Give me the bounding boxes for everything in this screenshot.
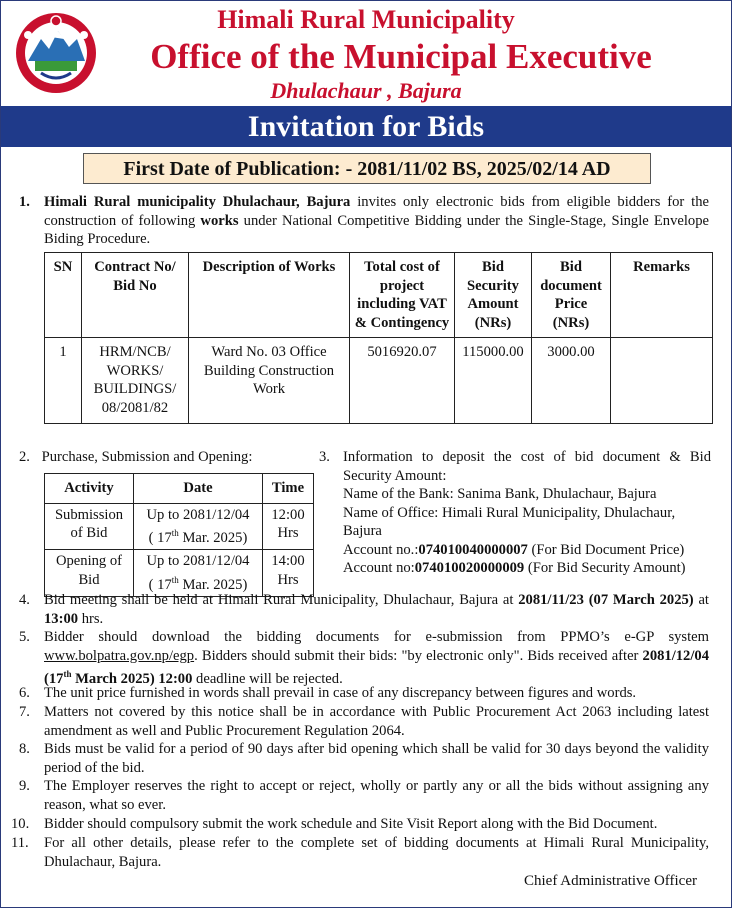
item-number: 2. <box>19 449 30 465</box>
date-text: Up to 2081/12/04 <box>146 506 250 523</box>
table-header-row <box>45 253 713 338</box>
text: Account no: <box>343 560 415 576</box>
table-cell: 1 <box>45 338 82 424</box>
list-item-11 <box>11 834 709 871</box>
text: Account no.: <box>343 541 419 558</box>
item-number: 10. <box>11 816 30 832</box>
text: Bidder should download the bidding documents for e-submission from PPMO’s e-GP system <box>44 629 709 645</box>
header <box>1 1 731 105</box>
item-text: The Employer reserves the right to accept or reject, wholly or partly any or all the bids without assigning any reason, what so ever. <box>44 778 709 813</box>
bolpatra-link[interactable]: www.bolpatra.gov.np/egp <box>44 647 195 664</box>
bank-info-heading: Information to deposit the cost of bid document & Bid Security Amount: <box>343 449 711 484</box>
list-item-1 <box>19 193 709 249</box>
text: (For Bid Security Amount) <box>524 560 686 576</box>
list-item-10 <box>11 815 709 834</box>
table-cell <box>611 338 713 424</box>
item-text: For all other details, please refer to the complete set of bidding documents at Himali Rural Municipality, Dhulachaur, Bajura. <box>44 835 709 870</box>
table-cell <box>134 550 263 597</box>
date-text: Up to 2081/12/04 <box>146 553 250 570</box>
text: hrs. <box>78 610 104 627</box>
item-number: 8. <box>19 741 30 757</box>
bold-text: 2081/12/04 (17 <box>44 647 709 687</box>
table-cell: 3000.00 <box>532 338 611 424</box>
item-number: 9. <box>19 778 30 794</box>
item-text: Purchase, Submission and Opening: <box>41 449 253 465</box>
column-header: Time <box>263 474 314 504</box>
table-cell: 5016920.07 <box>350 338 455 424</box>
list-item-8 <box>19 740 709 777</box>
page-title: Invitation for Bids <box>1 106 731 147</box>
item-number: 4. <box>19 592 30 608</box>
superscript: th <box>171 574 179 585</box>
text: Bid meeting shall be held at Himali Rural Municipality, Dhulachaur, Bajura at <box>44 592 519 608</box>
table-cell: HRM/NCB/ WORKS/ BUILDINGS/ 08/2081/82 <box>82 338 189 424</box>
table-cell <box>134 503 263 550</box>
column-header: Description of Works <box>189 253 350 338</box>
bids-table <box>44 252 713 424</box>
list-item-9 <box>19 777 709 814</box>
account-number: 074010020000009 <box>414 560 525 576</box>
column-header: Bid Security Amount (NRs) <box>455 253 532 338</box>
schedule-table <box>44 473 314 597</box>
item-number: 3. <box>319 449 330 465</box>
location: Dhulachaur , Bajura <box>270 78 462 103</box>
date-text: ( 17 <box>148 529 172 546</box>
date-text: Mar. 2025) <box>178 529 248 546</box>
table-cell: 12:00 Hrs <box>263 503 314 550</box>
table-header-row <box>45 474 314 504</box>
superscript: th <box>171 528 179 538</box>
account-line-2 <box>343 559 711 578</box>
bold-text: Himali Rural municipality Dhulachaur, Bajura <box>44 194 351 210</box>
bold-text: March 2025) 12:00 <box>71 670 193 687</box>
column-header: Contract No/ Bid No <box>82 253 189 338</box>
text: (For Bid Document Price) <box>527 541 685 558</box>
item-text <box>44 193 709 249</box>
bold-text: 13:00 <box>44 610 79 627</box>
item-text <box>343 448 711 578</box>
table-cell: Opening of Bid <box>45 550 134 597</box>
column-header: Bid document Price (NRs) <box>532 253 611 338</box>
publication-date: First Date of Publication: - 2081/11/02 BS, 2025/02/14 AD <box>83 153 651 184</box>
table-row <box>45 338 713 424</box>
text: under National Competitive Bidding under the Single-Stage, Single Envelope Biding Procedure. <box>44 212 709 247</box>
account-line-1 <box>343 541 711 560</box>
text: invites only electronic bids from eligible bidders for the construction of following <box>44 194 709 229</box>
signature-title: Chief Administrative Officer <box>523 873 697 889</box>
list-item-5 <box>19 628 709 688</box>
item-text <box>44 591 709 628</box>
table-cell: 14:00 Hrs <box>263 550 314 597</box>
column-header: Activity <box>45 474 134 504</box>
table-row <box>45 503 314 550</box>
list-item-6 <box>19 684 709 703</box>
column-header: Remarks <box>611 253 713 338</box>
table-row <box>45 550 314 597</box>
superscript: th <box>63 669 72 679</box>
item-text: The unit price furnished in words shall prevail in case of any discrepancy between figures and words. <box>44 685 637 701</box>
date-text: Mar. 2025) <box>178 576 248 593</box>
bold-text: 2081/11/23 (07 March 2025) <box>518 592 694 608</box>
column-header: SN <box>45 253 82 338</box>
list-item-7 <box>19 703 709 740</box>
item-text: Bidder should compulsory submit the work schedule and Site Visit Report along with the Bid Document. <box>44 816 658 832</box>
account-number: 074010040000007 <box>418 541 528 558</box>
item-text: Matters not covered by this notice shall be in accordance with Public Procurement Act 2063 including latest amendment as well and Public Procurement Regulation 2064. <box>44 704 709 739</box>
column-header: Total cost of project including VAT & Contingency <box>350 253 455 338</box>
item-text <box>44 628 709 688</box>
bold-text: works <box>200 212 239 229</box>
item-number: 7. <box>19 704 30 720</box>
item-number: 5. <box>19 629 30 645</box>
item-number: 6. <box>19 685 30 701</box>
date-text: ( 17 <box>148 576 172 593</box>
text: deadline will be rejected. <box>192 670 343 687</box>
municipality-name: Himali Rural Municipality <box>217 5 515 34</box>
table-cell: 115000.00 <box>455 338 532 424</box>
list-item-3 <box>319 448 711 578</box>
item-text: Bids must be valid for a period of 90 days after bid opening which shall be valid for 30 days beyond the validity period of the bid. <box>44 741 709 776</box>
text: . Bidders should submit their bids: "by electronic only". Bids received after <box>194 647 643 664</box>
text: at <box>693 592 709 608</box>
bank-name: Name of the Bank: Sanima Bank, Dhulachaur, Bajura <box>343 486 657 502</box>
list-item-2 <box>19 448 252 467</box>
item-number: 1. <box>19 194 30 210</box>
list-item-4 <box>19 591 709 628</box>
table-cell: Submission of Bid <box>45 503 134 550</box>
table-cell: Ward No. 03 Office Building Construction Work <box>189 338 350 424</box>
office-name-line: Name of Office: Himali Rural Municipality, Dhulachaur, Bajura <box>343 504 676 539</box>
office-name: Office of the Municipal Executive <box>150 37 652 76</box>
column-header: Date <box>134 474 263 504</box>
item-number: 11. <box>11 835 29 851</box>
